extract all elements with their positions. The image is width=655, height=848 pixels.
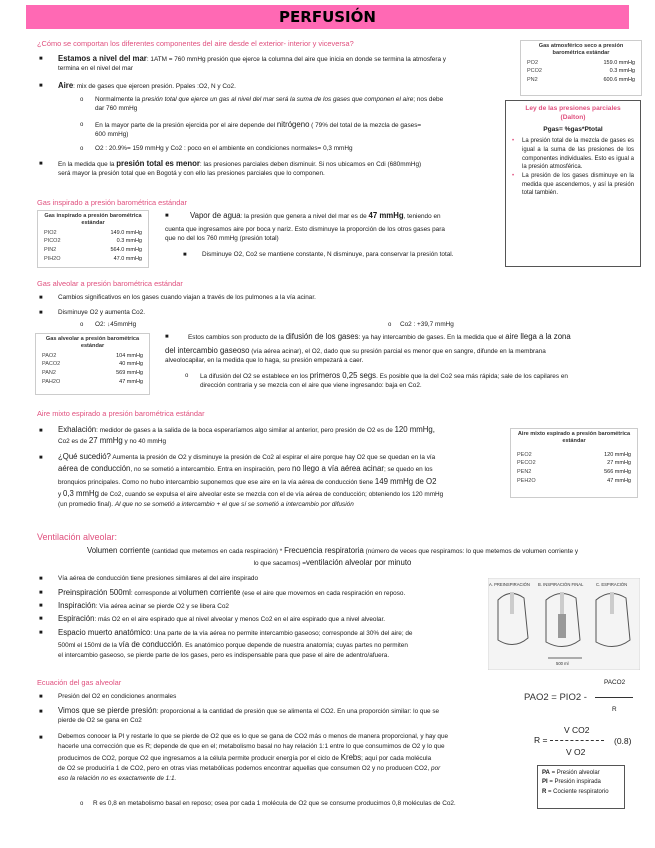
bullet: ■ xyxy=(39,310,43,316)
equation-vo2: V O2 xyxy=(566,747,586,757)
pressure-loss: Vimos que se pierde presión: proporcional a la cantidad de presión que se alimenta el CO2. En una proporción similar: lo que se pierde de O2 se gana en Co2 xyxy=(58,706,440,725)
table-row: PCO2 0.3 mmHg xyxy=(527,68,635,75)
o2-co2-note: O2 : 20.9%= 159 mmHg y Co2 : poco en el ambiente en condiciones normales= 0,3 mmHg xyxy=(95,145,353,152)
bullet: ■ xyxy=(39,709,43,715)
nitrogen-note: En la mayor parte de la presión ejercida por el aire depende del nitrógeno ( 79% del total de la mezcla de gases= 600 mmHg) xyxy=(95,120,422,139)
diffusion-item: Estos cambios son producto de la difusión de los gases: ya hay intercambio de gases. En la medida que el aire llega a la zona xyxy=(188,332,571,341)
alveolar-changes: Cambios significativos en los gases cuando viajan a través de los pulmones a la vía acinar. xyxy=(58,294,316,301)
table-row: PAO2 104 mmHg xyxy=(42,352,143,359)
bullet: ■ xyxy=(165,213,169,219)
bullet: ■ xyxy=(165,334,169,340)
ventilation-figure xyxy=(488,578,640,670)
bullet: ■ xyxy=(39,576,43,582)
bullet: ■ xyxy=(39,630,43,636)
ventilation-formula: Volumen corriente (cantidad que metemos en cada respiración) * Frecuencia respiratoria (número de veces que respiramos: lo que metemos de volumen corriente y lo que sacamos) =ventilación alveolar por minuto xyxy=(86,546,579,568)
dead-space: Espacio muerto anatómico: Una parte de la vía aérea no permite intercambio gaseoso; corresponde al 30% del aire; de 500ml el 150ml de la vía de conducción. Es anatómico porque depende de nuestra anatomía; cuyas partes no permiten el intercambio gaseoso, se pierde parte de los gases, pero es indispensable para que pase el aire de adentro/afuera. xyxy=(58,628,413,660)
sub-bullet: o xyxy=(80,322,84,328)
water-vapor-effect: Disminuye O2, Co2 se mantiene constante, N disminuye, para conservar la presión total. xyxy=(202,251,454,258)
mixed-expired-table xyxy=(510,428,638,498)
figure-label-a: A. PREINSPIRACIÓN xyxy=(489,582,530,587)
total-pressure-note: Normalmente la presión total que ejerce un gas al nivel del mar será la suma de los gases que componen el aire; nos debe dar 760 mmHg xyxy=(95,96,444,113)
table-title: Gas inspirado a presión barométrica estándar xyxy=(44,213,142,226)
table-row: PECO2 27 mmHg xyxy=(517,460,631,467)
legend-item: PA = Presión alveolar xyxy=(542,770,600,776)
inspired-gas-table xyxy=(37,210,149,268)
figure-label-c: C. ESPIRACIÓN xyxy=(596,582,628,587)
list-item: • La presión de los gases disminuye en la medida que ascendemos, y así la presión total también. xyxy=(512,172,634,197)
atmospheric-gas-table xyxy=(520,40,642,96)
bullet: ■ xyxy=(39,603,43,609)
bullet: ■ xyxy=(183,252,187,258)
bullet: ■ xyxy=(39,455,43,461)
r-value-note: R es 0,8 en metabolismo basal en reposo; osea por cada 1 molécula de O2 que se consume producimos 0,8 moléculas de Co2. xyxy=(93,800,456,807)
diffusion-cont: del intercambio gaseoso (vía aérea acinar), el O2, dado que su presión parcial es menor que en sangre, difunde en la membrana alveolocapilar, en la medida que lo haga, su presión empezará a caer. xyxy=(165,346,546,365)
sub-bullet: o xyxy=(80,146,84,152)
fraction-bar xyxy=(595,697,633,698)
inspiration: Inspiración: Vía aérea acinar se pierde O2 y se libera Co2 xyxy=(58,601,229,610)
equation-legend xyxy=(537,765,625,809)
table-row: PO2 159.0 mmHg xyxy=(527,59,635,66)
dalton-law-box xyxy=(505,100,641,267)
alveolar-gas-equation xyxy=(510,674,650,764)
figure-volume: 500 ml xyxy=(556,661,569,666)
table-row: PAN2 569 mmHg xyxy=(42,370,143,376)
conduction-airway: Vía aérea de conducción tiene presiones similares al del aire inspirado xyxy=(58,575,259,582)
sub-bullet: o xyxy=(80,122,84,128)
bullet: ■ xyxy=(39,616,43,622)
alveolar-co2: Co2 : +39,7 mmHg xyxy=(400,321,454,328)
dalton-heading: Ley de las presiones parciales (Dalton) xyxy=(525,105,621,121)
table-row: PAH2O 47 mmHg xyxy=(42,378,143,385)
table-row: PEO2 120 mmHg xyxy=(517,451,631,458)
bullet: ■ xyxy=(39,56,43,62)
intro-question: ¿Cómo se comportan los diferentes componentes del aire desde el exterior- interior y viceversa? xyxy=(37,39,354,48)
expiration: Espiración: más O2 en el aire espirado que al nivel alveolar y menos Co2 en el aire espirado que a nivel alveolar. xyxy=(58,614,385,623)
alveolar-o2: O2: ↓45mmHg xyxy=(95,321,137,328)
table-title: Aire mixto espirado a presión barométrica estándar xyxy=(517,431,631,444)
lower-pressure-item: En la medida que la presión total es menor: las presiones parciales deben disminuir. Si nos ubicamos en Cdi (680mmHg) será mayor la presión total que en Bogotá y con ello las presiones parciales que lo componen. xyxy=(58,159,422,178)
what-happened-item: ¿Qué sucedió? Aumenta la presión de O2 y disminuye la presión de Co2 al espirar el aire porque hay O2 que se quedan en la vía aérea de conducción, no se sometió a intercambio. Entra en inspiración, pero no llego a vía aérea acinar; se quedo en los bronquios principales. Como no hubo intercambio suponemos que ese aire en la vía aérea de conducción tiene 149 mmHg de O2 y 0,3 mmHg de Co2, cuando se expulsa el aire alveolar este se mezcla con el de vía aérea de conducción; obteniendo los 120 mmHg (un promedio final). Al que no se sometió a intercambio + el que sí se sometió a intercambio por difusión xyxy=(58,452,444,509)
bullet: ■ xyxy=(39,83,43,89)
exhalation-item: Exhalación: medidor de gases a la salida de la boca esperaríamos algo similar al anterior, pero presión de O2 es de 120 mmHg, Co2 es de 27 mmHg y no 40 mmHg xyxy=(58,425,435,446)
legend-item: PI = Presión inspirada xyxy=(542,779,601,786)
diffusion-time: La difusión del O2 se establece en los primeros 0,25 segs. Es posible que la del Co2 sea más rápida; sale de los capilares en dirección contraria y se mezcla con el aire que viene ingresando: baja en Co2. xyxy=(200,371,568,390)
alveolar-gas-table xyxy=(35,333,150,395)
table-row: PEH2O 47 mmHg xyxy=(517,477,631,484)
water-vapor-item: Vapor de agua: la presión que genera a nivel del mar es de 47 mmHg, teniendo en xyxy=(190,211,441,220)
water-vapor-cont: cuenta que ingresamos aire por boca y nariz. Esto disminuye la proporción de los otros gases para que no del los 760 mmHg (presión total) xyxy=(165,226,445,243)
sub-bullet: o xyxy=(80,801,84,807)
bullet: ■ xyxy=(39,428,43,434)
bullet: ■ xyxy=(39,295,43,301)
alveolar-o2-co2: Disminuye O2 y aumenta Co2. xyxy=(58,309,146,316)
sub-bullet: o xyxy=(80,97,84,103)
equation-r: R xyxy=(612,706,617,713)
equation-r-label: R = xyxy=(534,735,548,745)
equation-value: (0.8) xyxy=(614,736,632,746)
sub-bullet: o xyxy=(388,322,392,328)
section-heading-equation: Ecuación del gas alveolar xyxy=(37,678,122,687)
section-heading-alveolar: Gas alveolar a presión barométrica estándar xyxy=(37,279,183,288)
bullet: ■ xyxy=(39,735,43,741)
legend-item: R = Cociente respiratorio xyxy=(542,788,609,795)
section-heading-inspired: Gas inspirado a presión barométrica estándar xyxy=(37,198,187,207)
equation-vco2: V CO2 xyxy=(564,725,590,735)
section-heading-mixed: Aire mixto espirado a presión barométrica estándar xyxy=(37,409,205,418)
sea-level-item: Estamos a nivel del mar: 1ATM = 760 mmHg presión que ejerce la columna del aire que inicia en donde se termina la atmosfera y termina en el nivel del mar xyxy=(58,54,446,73)
bullet: ■ xyxy=(39,694,43,700)
page-title: PERFUSIÓN xyxy=(279,8,376,26)
preinspiration: Preinspiración 500ml: corresponde al volumen corriente (ese el aire que movemos en cada respiración en reposo. xyxy=(58,588,406,597)
dalton-formula: Pgas= %gas*Ptotal xyxy=(543,125,603,133)
figure-label-b: B. INSPIRACIÓN FINAL xyxy=(538,582,584,587)
table-row: PIN2 564.0 mmHg xyxy=(44,247,142,253)
section-heading-ventilation: Ventilación alveolar: xyxy=(37,532,118,542)
bullet: ■ xyxy=(39,590,43,596)
table-row: PICO2 0.3 mmHg xyxy=(44,238,142,245)
list-item: • La presión total de la mezcla de gases es igual a la suma de las presiones de los componentes individuales. Esto es igual a la presión atmosférica. xyxy=(512,138,634,171)
air-item: Aire: mix de gases que ejercen presión. Ppales :O2, N y Co2. xyxy=(58,81,236,90)
r-correction: Debemos conocer la PI y restarle lo que se pierde de O2 que es lo que se gana de CO2 más o menos de manera proporcional, y hay que hacerle una corrección que es R; depende de que en el; metabolismo basal no hay relación 1:1 entre lo que consumimos de O2 y lo que producimos de CO2, porque O2 que ingresamos a la célula permite producir energía por el ciclo de Krebs; aquí por cada molécula de O2 se produciría 1 de CO2, pero en otras vías metabólicas podemos encontrar aquellas que consumen O2 y no producen CO2, por eso la relación no es exactamente de 1:1. xyxy=(58,733,449,782)
table-row: PIH2O 47.0 mmHg xyxy=(44,255,142,262)
lung-diagram xyxy=(488,578,640,670)
table-row: PEN2 566 mmHg xyxy=(517,469,631,475)
sub-bullet: o xyxy=(185,373,189,379)
equation-paco2: PACO2 xyxy=(604,679,626,686)
fraction-bar xyxy=(550,740,604,741)
table-row: PIO2 149.0 mmHg xyxy=(44,229,142,236)
table-row: PN2 600.6 mmHg xyxy=(527,77,635,83)
table-title: Gas alveolar a presión barométrica estándar xyxy=(45,336,140,349)
o2-abnormal: Presión del O2 en condiciones anormales xyxy=(58,693,177,700)
table-row: PACO2 40 mmHg xyxy=(42,361,143,368)
bullet: ■ xyxy=(39,161,43,167)
table-title: Gas atmosférico seco a presión barométrica estándar xyxy=(538,43,624,56)
equation-main: PAO2 = PIO2 - xyxy=(524,692,587,703)
title-banner xyxy=(26,5,629,29)
